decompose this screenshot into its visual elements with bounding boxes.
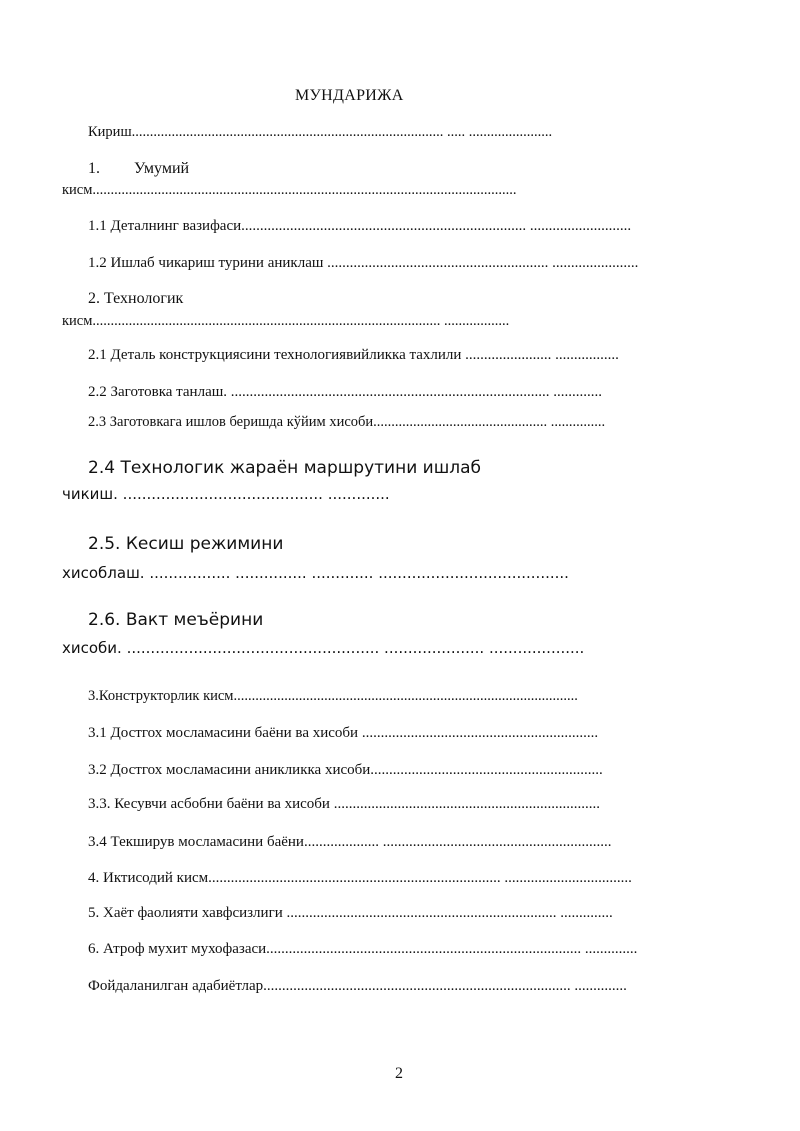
toc-entry-s4: 4. Иктисодий кисм.............................................................................. .................................. <box>88 870 632 886</box>
toc-entry-s3: 3.Конструкторлик кисм............................................................................................... <box>88 688 578 704</box>
toc-entry-s1-continuation: кисм..................................................................................................................... <box>62 182 517 198</box>
toc-entry-s5: 5. Хаёт фаолияти хавфсизлиги ........................................................................ .............. <box>88 905 613 921</box>
toc-entry-s2-4-continuation: чикиш. .......................................... ............. <box>62 485 390 503</box>
toc-entry-s1-title: Умумий <box>134 160 190 177</box>
toc-entry-s3-3: 3.3. Кесувчи асбобни баёни ва хисоби ....................................................................... <box>88 796 600 812</box>
toc-entry-references: Фойдаланилган адабиётлар.................................................................................. .............. <box>88 978 627 994</box>
toc-entry-s6: 6. Атроф мухит мухофазаси.................................................................................... .............. <box>88 941 638 957</box>
toc-entry-s2-6: 2.6. Вакт меъёрини <box>88 610 264 630</box>
toc-entry-s3-4: 3.4 Текширув мосламасини баёни.................... ............................................................. <box>88 834 612 850</box>
toc-entry-s2-5-continuation: хисоблаш. ................. ............... ............. ........................................ <box>62 564 569 582</box>
document-title: МУНДАРИЖА <box>295 87 404 104</box>
toc-entry-s2-1: 2.1 Деталь конструкциясини технологиявийликка тахлили ....................... ................. <box>88 347 619 363</box>
toc-entry-s2-2: 2.2 Заготовка танлаш. ..................................................................................... ............. <box>88 384 603 400</box>
page-number: 2 <box>395 1065 403 1082</box>
toc-entry-intro: Кириш...................................................................................... ..... ....................... <box>88 124 553 140</box>
toc-entry-s3-2: 3.2 Достгох мосламасини аникликка хисоби.............................................................. <box>88 762 603 778</box>
toc-entry-s2-3: 2.3 Заготовкага ишлов беришда кўйим хисоби................................................ ............... <box>88 414 606 430</box>
toc-entry-s2-continuation: кисм................................................................................................ .................. <box>62 313 510 329</box>
toc-entry-s1-2: 1.2 Ишлаб чикариш турини аниклаш ........................................................... ....................... <box>88 255 639 271</box>
toc-entry-s2-title: 2. Технологик <box>88 290 184 307</box>
toc-entry-s3-1: 3.1 Достгох мосламасини баёни ва хисоби ............................................................... <box>88 725 599 741</box>
toc-entry-s1-number: 1. <box>88 160 100 177</box>
toc-entry-s2-5: 2.5. Кесиш режимини <box>88 534 284 554</box>
toc-entry-s2-6-continuation: хисоби. ..................................................... ..................... .................... <box>62 639 585 657</box>
toc-entry-s2-4: 2.4 Технологик жараён маршрутини ишлаб <box>88 458 482 478</box>
toc-entry-s1-1: 1.1 Деталнинг вазифаси............................................................................ ........................... <box>88 218 632 234</box>
